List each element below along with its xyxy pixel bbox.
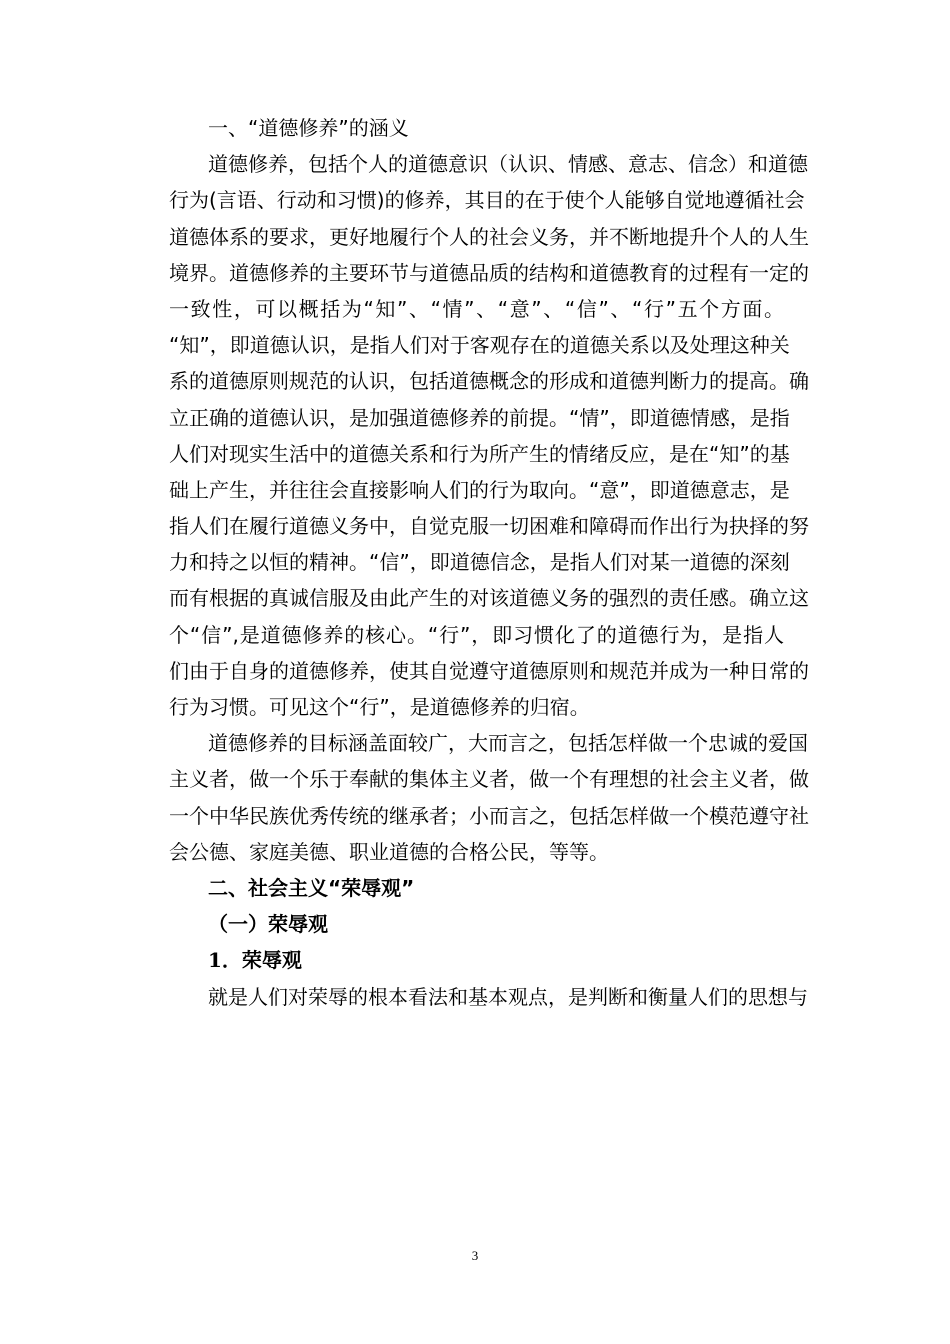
paragraph-line: 力和持之以恒的精神。“信”，即道德信念，是指人们对某一道德的深刻: [169, 550, 790, 575]
paragraph-line: “知”，即道德认识，是指人们对于客观存在的道德关系以及处理这种关: [169, 333, 790, 358]
paragraph-line: 一、“道德修养”的涵义: [208, 116, 409, 140]
section-heading: （一）荣辱观: [208, 912, 328, 937]
paragraph-line: 道德修养，包括个人的道德意识（认识、情感、意志、信念）和道德: [208, 152, 808, 177]
paragraph-line: 行为习惯。可见这个“行”，是道德修养的归宿。: [169, 695, 590, 719]
paragraph-line: 一个中华民族优秀传统的继承者；小而言之，包括怎样做一个模范遵守社: [169, 803, 809, 828]
paragraph-line: 道德体系的要求，更好地履行个人的社会义务，并不断地提升个人的人生: [169, 224, 809, 249]
paragraph-line: 系的道德原则规范的认识，包括道德概念的形成和道德判断力的提高。确: [169, 369, 809, 394]
paragraph-line: 行为(言语、行动和习惯)的修养，其目的在于使个人能够自觉地遵循社会: [169, 188, 805, 213]
paragraph-line: 境界。道德修养的主要环节与道德品质的结构和道德教育的过程有一定的: [169, 260, 809, 285]
paragraph-line: 就是人们对荣辱的根本看法和基本观点，是判断和衡量人们的思想与: [208, 984, 808, 1009]
paragraph-line: 个“信”,是道德修养的核心。“行”，即习惯化了的道德行为，是指人: [169, 622, 784, 647]
paragraph-line: 主义者，做一个乐于奉献的集体主义者，做一个有理想的社会主义者，做: [169, 767, 809, 792]
document-body: [169, 110, 809, 1015]
paragraph-line: 人们对现实生活中的道德关系和行为所产生的情绪反应，是在“知”的基: [169, 441, 790, 466]
section-heading: 二、社会主义“荣辱观”: [208, 875, 415, 900]
paragraph-line: 道德修养的目标涵盖面较广，大而言之，包括怎样做一个忠诚的爱国: [208, 731, 808, 756]
paragraph-line: 础上产生，并往往会直接影响人们的行为取向。“意”，即道德意志，是: [169, 477, 790, 502]
paragraph-line: 指人们在履行道德义务中，自觉克服一切困难和障碍而作出行为抉择的努: [169, 514, 809, 539]
paragraph-line: 而有根据的真诚信服及由此产生的对该道德义务的强烈的责任感。确立这: [169, 586, 809, 611]
paragraph-line: 会公德、家庭美德、职业道德的合格公民，等等。: [169, 839, 609, 864]
page-number: 3: [471, 1248, 479, 1263]
paragraph-line: 一致性，可以概括为“知”、“情”、“意”、“信”、“行”五个方面。: [169, 296, 784, 321]
paragraph-line: 们由于自身的道德修养，使其自觉遵守道德原则和规范并成为一种日常的: [169, 658, 809, 683]
paragraph-line: 立正确的道德认识，是加强道德修养的前提。“情”，即道德情感，是指: [169, 405, 790, 430]
section-heading: 1．荣辱观: [208, 948, 302, 973]
